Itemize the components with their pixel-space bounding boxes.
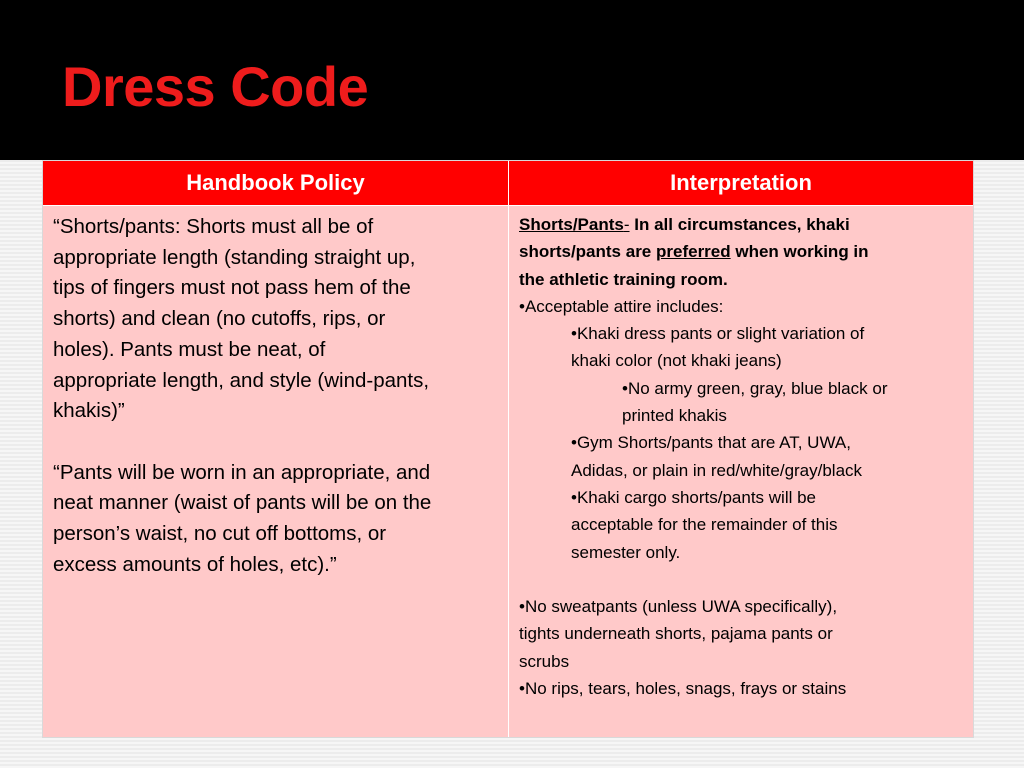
interpretation-cell — [519, 211, 969, 702]
no-sweatpants-item: •No sweatpants (unless UWA specifically), — [519, 597, 838, 617]
khaki-dress-pants-item-cont: khaki color (not khaki jeans) — [571, 351, 782, 371]
interpretation-heading-line1: Shorts/Pants- In all circumstances, khaki — [519, 215, 850, 234]
slide-title: Dress Code — [62, 55, 369, 118]
interpretation-heading-line2: shorts/pants are preferred when working in — [519, 242, 869, 262]
no-sweatpants-item-cont1: tights underneath shorts, pajama pants or — [519, 624, 833, 644]
acceptable-attire-item: •Acceptable attire includes: — [519, 296, 724, 316]
column-divider — [508, 161, 509, 737]
cargo-shorts-item: •Khaki cargo shorts/pants will be — [571, 487, 817, 507]
no-army-green-item-cont: printed khakis — [622, 406, 727, 426]
gym-shorts-item-cont: Adidas, or plain in red/white/gray/black — [571, 460, 863, 480]
khaki-dress-pants-item: •Khaki dress pants or slight variation of — [571, 324, 865, 344]
gym-shorts-item: •Gym Shorts/pants that are AT, UWA, — [571, 433, 851, 453]
policy-paragraph-pants: “Pants will be worn in an appropriate, and neat manner (waist of pants will be on the person’s waist, no cut off bottoms, or excess amounts of holes, etc).” — [53, 460, 432, 576]
dress-code-table — [42, 160, 974, 738]
cargo-shorts-item-cont1: acceptable for the remainder of this — [571, 515, 838, 535]
cargo-shorts-item-cont2: semester only. — [571, 542, 681, 562]
interpretation-heading-line3: the athletic training room. — [519, 269, 728, 289]
handbook-policy-cell — [53, 212, 503, 580]
no-sweatpants-item-cont2: scrubs — [519, 651, 570, 671]
no-rips-item: •No rips, tears, holes, snags, frays or stains — [519, 679, 847, 699]
header-handbook-policy: Handbook Policy — [43, 161, 508, 205]
policy-paragraph-shorts: “Shorts/pants: Shorts must all be of appropriate length (standing straight up, tips of fingers must not pass hem of the shorts) and clean (no cutoffs, rips, or holes). Pants must be neat, of appropriate length, and style (wind-pants, khakis)” — [53, 215, 430, 423]
no-army-green-item: •No army green, gray, blue black or — [622, 378, 888, 398]
header-divider — [43, 205, 973, 206]
header-interpretation: Interpretation — [509, 161, 973, 205]
